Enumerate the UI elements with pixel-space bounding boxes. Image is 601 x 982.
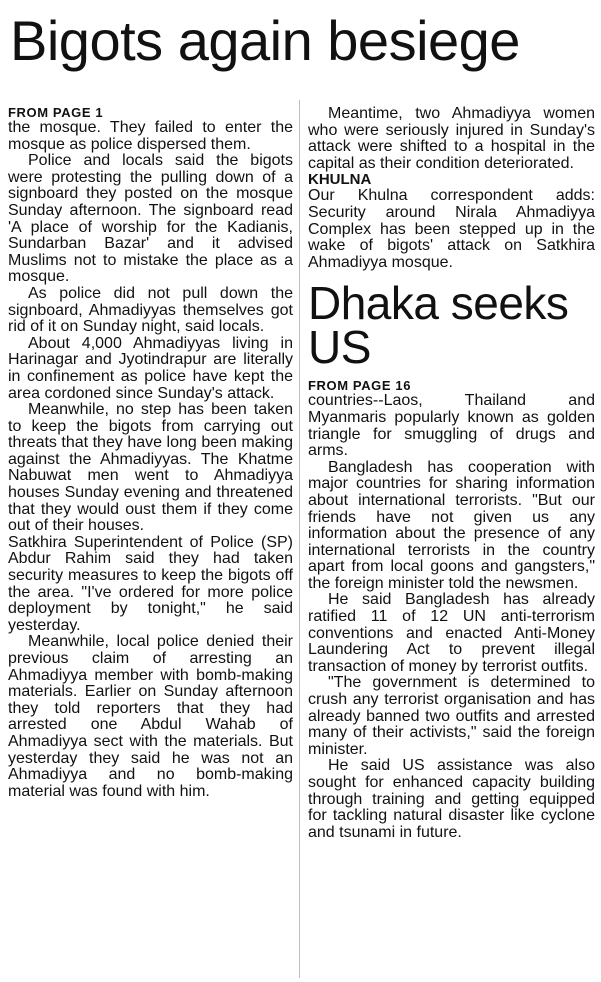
- right-column: [308, 106, 595, 841]
- continuation-kicker: FROM PAGE 1: [8, 105, 104, 120]
- article-paragraph: About 4,000 Ahmadiyyas living in Harinagar and Jyotindrapur are literally in confinement as police have kept the area cordoned since Sunday's attack.: [8, 334, 293, 402]
- left-column: [8, 106, 293, 800]
- article-paragraph: "The government is determined to crush any terrorist organisation and has already banned two outfits and arrested many of their activists," said the foreign minister.: [308, 674, 595, 758]
- article-paragraph: Bangladesh has cooperation with major countries for sharing information about international terrorists. "But our friends have not given us any information about the presence of any international terrorists in the country apart from local goons and gangsters," the foreign minister told the newsmen.: [308, 458, 595, 592]
- article-paragraph: Satkhira Superintendent of Police (SP) Abdur Rahim said they had taken security measures to keep the bigots off the area. "I've ordered for more police deployment by tonight," he said yesterday.: [8, 533, 293, 634]
- second-headline: Dhaka seeks US: [308, 277, 569, 374]
- khulna-paragraph: Our Khulna correspondent adds: Security around Nirala Ahmadiyya Complex has been stepped up in the wake of bigots' attack on Satkhira Ahmadiyya mosque.: [308, 187, 595, 271]
- article-paragraph: Meanwhile, no step has been taken to keep the bigots from carrying out threats that they have long been making against the Ahmadiyyas. The Khatme Nabuwat men went to Ahmadiyya houses Sunday evening and threatened that they would oust them if they come out of their houses.: [8, 401, 293, 535]
- article-paragraph: Meantime, two Ahmadiyya women who were seriously injured in Sunday's attack were shifted to a hospital in the capital as their condition deteriorated.: [308, 105, 595, 172]
- khulna-subhead: KHULNA: [308, 171, 372, 189]
- article-paragraph: the mosque. They failed to enter the mosque as police dispersed them.: [8, 119, 293, 153]
- headline: Bigots again besiege: [10, 9, 520, 72]
- article-paragraph: He said US assistance was also sought for enhanced capacity building through training and getting equipped for tackling natural disaster like cyclone and tsunami in future.: [308, 757, 595, 841]
- article-paragraph: Police and locals said the bigots were protesting the pulling down of a signboard they posted on the mosque Sunday afternoon. The signboard read 'A place of worship for the Kadianis, Sundarban Bazar' and it advised Muslims not to mistake the place as a mosque.: [8, 152, 293, 286]
- continuation-kicker-2: FROM PAGE 16: [308, 378, 412, 394]
- article-paragraph: Meanwhile, local police denied their previous claim of arresting an Ahmadiyya member with bomb-making materials. Earlier on Sunday afternoon they told reporters that they had arrested one Abdul Wahab of Ahmadiyya sect with the materials. But yesterday they said he was not an Ahmadiyya and no bomb-making material was found with him.: [8, 633, 293, 800]
- article-paragraph: As police did not pull down the signboard, Ahmadiyyas themselves got rid of it on Sunday night, said locals.: [8, 284, 293, 336]
- article-paragraph: countries--Laos, Thailand and Myanmaris popularly known as golden triangle for smuggling of drugs and arms.: [308, 392, 595, 460]
- article-paragraph: He said Bangladesh has already ratified 11 of 12 UN anti-terrorism conventions and enacted Anti-Money Laundering Act to prevent illegal transaction of money by terrorist outfits.: [308, 591, 595, 675]
- column-divider: [299, 100, 300, 978]
